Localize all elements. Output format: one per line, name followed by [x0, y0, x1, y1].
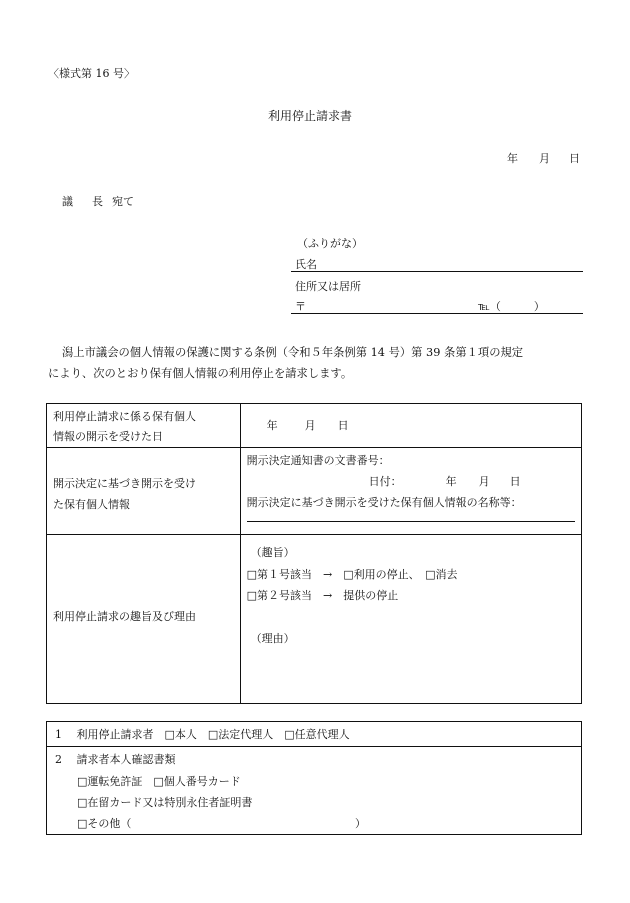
table-row: [47, 747, 582, 835]
disclosure-date-month: 月: [304, 419, 316, 432]
info-name-underline: [247, 521, 575, 522]
disclosed-info-label-line2: た保有個人情報: [53, 498, 130, 511]
name-underline: [291, 271, 583, 272]
reason-heading: （理由）: [250, 632, 295, 645]
disclosure-date-label-line2: 情報の開示を受けた日: [53, 430, 163, 443]
postal-mark: 〒: [295, 300, 306, 313]
notice-date-day: 日: [509, 475, 521, 488]
disclosed-info-label-line1: 開示決定に基づき開示を受け: [53, 477, 196, 490]
body-text-line1: 潟上市議会の個人情報の保護に関する条例（令和５年条例第 14 号）第 39 条第１項の規定: [62, 346, 524, 359]
purpose-option-2[interactable]: □第２号該当 → 提供の停止: [246, 589, 399, 602]
name-label: 氏名: [295, 258, 317, 271]
requester-type-options[interactable]: 1 利用停止請求者 □本人 □法定代理人 □任意代理人: [55, 728, 350, 741]
addressee-suffix: 宛て: [112, 195, 134, 208]
table-row: [47, 404, 582, 448]
notice-date-label: 日付：: [368, 475, 402, 488]
purpose-option-1[interactable]: □第１号該当 → □利用の停止、 □消去: [246, 568, 458, 581]
date-day: 日: [569, 152, 580, 165]
body-text-line2: により、次のとおり保有個人情報の利用停止を請求します。: [48, 367, 353, 380]
document-number-label: 開示決定通知書の文書番号：: [246, 454, 390, 467]
id-doc-option-1[interactable]: □運転免許証 □個人番号カード: [77, 775, 241, 788]
id-doc-option-3[interactable]: □その他（: [77, 817, 132, 830]
furigana-label: （ふりがな）: [297, 237, 363, 250]
id-doc-option-3-close: ）: [355, 817, 366, 830]
requester-type-cell: [47, 722, 582, 747]
address-underline: [291, 313, 583, 314]
table-row: [47, 535, 582, 704]
disclosure-date-year: 年: [266, 419, 278, 432]
table-row: [47, 448, 582, 535]
notice-date-month: 月: [478, 475, 490, 488]
id-doc-option-2[interactable]: □在留カード又は特別永住者証明書: [77, 796, 253, 809]
disclosure-date-label-line1: 利用停止請求に係る保有個人: [53, 410, 196, 423]
form-number: 〈様式第 16 号〉: [48, 67, 135, 80]
date-year: 年: [507, 152, 518, 165]
disclosed-info-value-cell: [240, 448, 581, 535]
purpose-reason-label: 利用停止請求の趣旨及び理由: [53, 610, 196, 623]
disclosure-date-label-cell: [47, 404, 241, 448]
date-month: 月: [539, 152, 550, 165]
id-documents-cell: [47, 747, 582, 835]
tel-label: ℡（ ）: [478, 300, 545, 313]
id-documents-title: 2 請求者本人確認書類: [55, 753, 176, 766]
addressee-name: 議 長: [62, 195, 107, 208]
purpose-heading: （趣旨）: [250, 546, 295, 559]
address-label: 住所又は居所: [295, 280, 361, 293]
table-row: [47, 722, 582, 747]
disclosure-date-day: 日: [337, 419, 349, 432]
requester-table: [46, 721, 582, 835]
page-title: 利用停止請求書: [268, 109, 353, 123]
info-name-label: 開示決定に基づき開示を受けた保有個人情報の名称等：: [246, 496, 522, 509]
purpose-reason-label-cell: [47, 535, 241, 704]
purpose-reason-value-cell: [240, 535, 581, 704]
notice-date-year: 年: [445, 475, 457, 488]
request-detail-table: [46, 403, 582, 704]
disclosure-date-value-cell: [240, 404, 581, 448]
disclosed-info-label-cell: [47, 448, 241, 535]
